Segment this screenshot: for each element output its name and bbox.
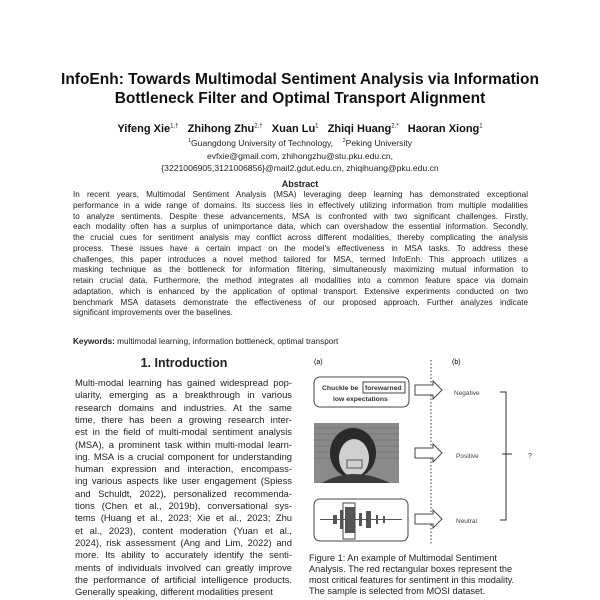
arrow-icons xyxy=(415,381,442,528)
figure-label-b: (b) xyxy=(452,359,461,366)
fused-output: ? xyxy=(528,453,532,460)
abstract-line: masking technique as the bottleneck for information filtering, simultaneously maximizing mutual information to xyxy=(73,265,528,275)
abstract-line: adaptation, which is enhanced by the application of optimal transport. Extensive experiments conducted on two xyxy=(73,286,528,296)
email-line: evfxie@gmail.com, zhihongzhu@stu.pku.edu.cn, xyxy=(206,151,394,161)
author: Zhihong Zhu$^{2,\dagger}$ xyxy=(187,123,263,135)
author: Haoran Xiong$^1$ xyxy=(407,123,483,135)
figure-label-a: (a) xyxy=(314,359,323,366)
abstract-line: In recent years, Multimodal Sentiment Analysis (MSA) leveraging deep learning has demonstrated exceptional xyxy=(73,190,528,199)
affiliations: $^1$Guangdong University of Technology, $^2$Peking University xyxy=(187,138,413,148)
abstract-line: process. These issues have a certain impact on the model's effectiveness in MSA tasks. To address these xyxy=(73,243,528,253)
paper-title-line-1: InfoEnh: Towards Multimodal Sentiment Analysis via Information xyxy=(61,71,539,88)
intro-line: et al., 2023), content moderation (Yuan et al., xyxy=(75,524,292,536)
intro-line: and Schuldt, 2022), personalized recommenda- xyxy=(75,487,292,499)
intro-line: Multi-modal learning has gained widespread pop- xyxy=(75,377,292,388)
intro-line: est in the field of multi-modal sentiment analysis xyxy=(75,426,292,438)
video-frame xyxy=(314,423,399,483)
abstract-line: each modality often has a surplus of unimportance data, which can overshadow the essential information. Secondly, xyxy=(73,222,528,232)
author: Yifeng Xie$^{1,\dagger}$ xyxy=(117,123,179,135)
abstract-line: challenges, this paper introduces a novel method tailored for MSA, termed InfoEnh. This approach utilizes a xyxy=(73,254,528,264)
caption-line: Analysis. The red rectangular boxes represent the xyxy=(309,564,513,574)
text-line2: low expectations xyxy=(333,396,388,403)
output-neutral: Neutral xyxy=(456,518,477,525)
abstract-line: the crucial cues for sentiment analysis may conflict across different modalities, thereby complicating the analysis xyxy=(73,233,528,242)
intro-line: ing various aspects like user engagement (Spiess xyxy=(75,475,292,487)
text-boxed: forewarned xyxy=(365,385,402,392)
author: Xuan Lu$^1$ xyxy=(271,123,319,135)
caption-line: most critical features for sentiment in this modality. xyxy=(309,575,515,585)
output-negative: Negative xyxy=(454,390,480,397)
text-pre: Chuckle be xyxy=(322,385,359,392)
intro-line: Generally speaking, different modalities present xyxy=(75,586,273,598)
caption-line: The sample is selected from MOSI dataset. xyxy=(309,586,486,596)
abstract-line: benchmark MSA datasets demonstrate the effectiveness of our proposed approach. Further analyzes indicate xyxy=(73,297,528,307)
author-list xyxy=(0,123,600,135)
caption-line: Figure 1: An example of Multimodal Sentiment xyxy=(309,553,497,563)
intro-line: tions (Chen et al., 2019b), conversational sys- xyxy=(75,500,292,511)
output-positive: Positive xyxy=(456,453,479,460)
abstract-line: significant improvements over the baselines. xyxy=(73,308,233,318)
intro-line: the performance of artificial intelligence products. xyxy=(75,573,292,585)
intro-line: ments of individuals involved can greatly improve xyxy=(75,561,292,573)
intro-line: 2024), risk assessment (Ang and Lim, 2022) and xyxy=(75,536,292,548)
abstract-heading: Abstract xyxy=(281,179,319,189)
abstract-line: performance in a wide range of domains. Its success lies in effectively utilizing information from multiple modalities xyxy=(73,200,528,210)
intro-line: ing. MSA is a crucial component for understanding xyxy=(75,450,292,462)
keywords: Keywords: multimodal learning, information bottleneck, optimal transport xyxy=(73,337,339,346)
intro-line: research domains and industries. At the same xyxy=(75,401,292,413)
email-line: {3221006905,3121006856}@mail2.gdut.edu.cn, zhiqihuang@pku.edu.cn xyxy=(161,163,439,173)
author: Zhiqi Huang$^{2,*}$ xyxy=(327,123,399,135)
bracket xyxy=(500,392,512,520)
abstract-line: retain crucial data. Furthermore, the method integrates all modalities into a common feature space via domain xyxy=(73,276,528,285)
intro-line: more. Its ability to accurately identify the senti- xyxy=(75,549,292,561)
intro-line: (MSA), a prominent task within multi-modal learn- xyxy=(75,438,292,450)
intro-line: time, there has been a growing research inter- xyxy=(75,413,292,425)
intro-line: tems (Huang et al., 2023; Xie et al., 2023; Zhu xyxy=(75,512,292,524)
intro-line: ularity, emerging as a breakthrough in various xyxy=(75,389,292,401)
section-heading: 1. Introduction xyxy=(140,356,228,370)
figure-1 xyxy=(308,355,543,555)
abstract-line: to analyze sentiments. Despite these advancements, MSA is confronted with two significant challenges. Firstly, xyxy=(73,211,528,221)
paper-title-line-2: Bottleneck Filter and Optimal Transport Alignment xyxy=(114,90,486,107)
intro-line: human expression and interaction, encompass- xyxy=(75,463,292,475)
